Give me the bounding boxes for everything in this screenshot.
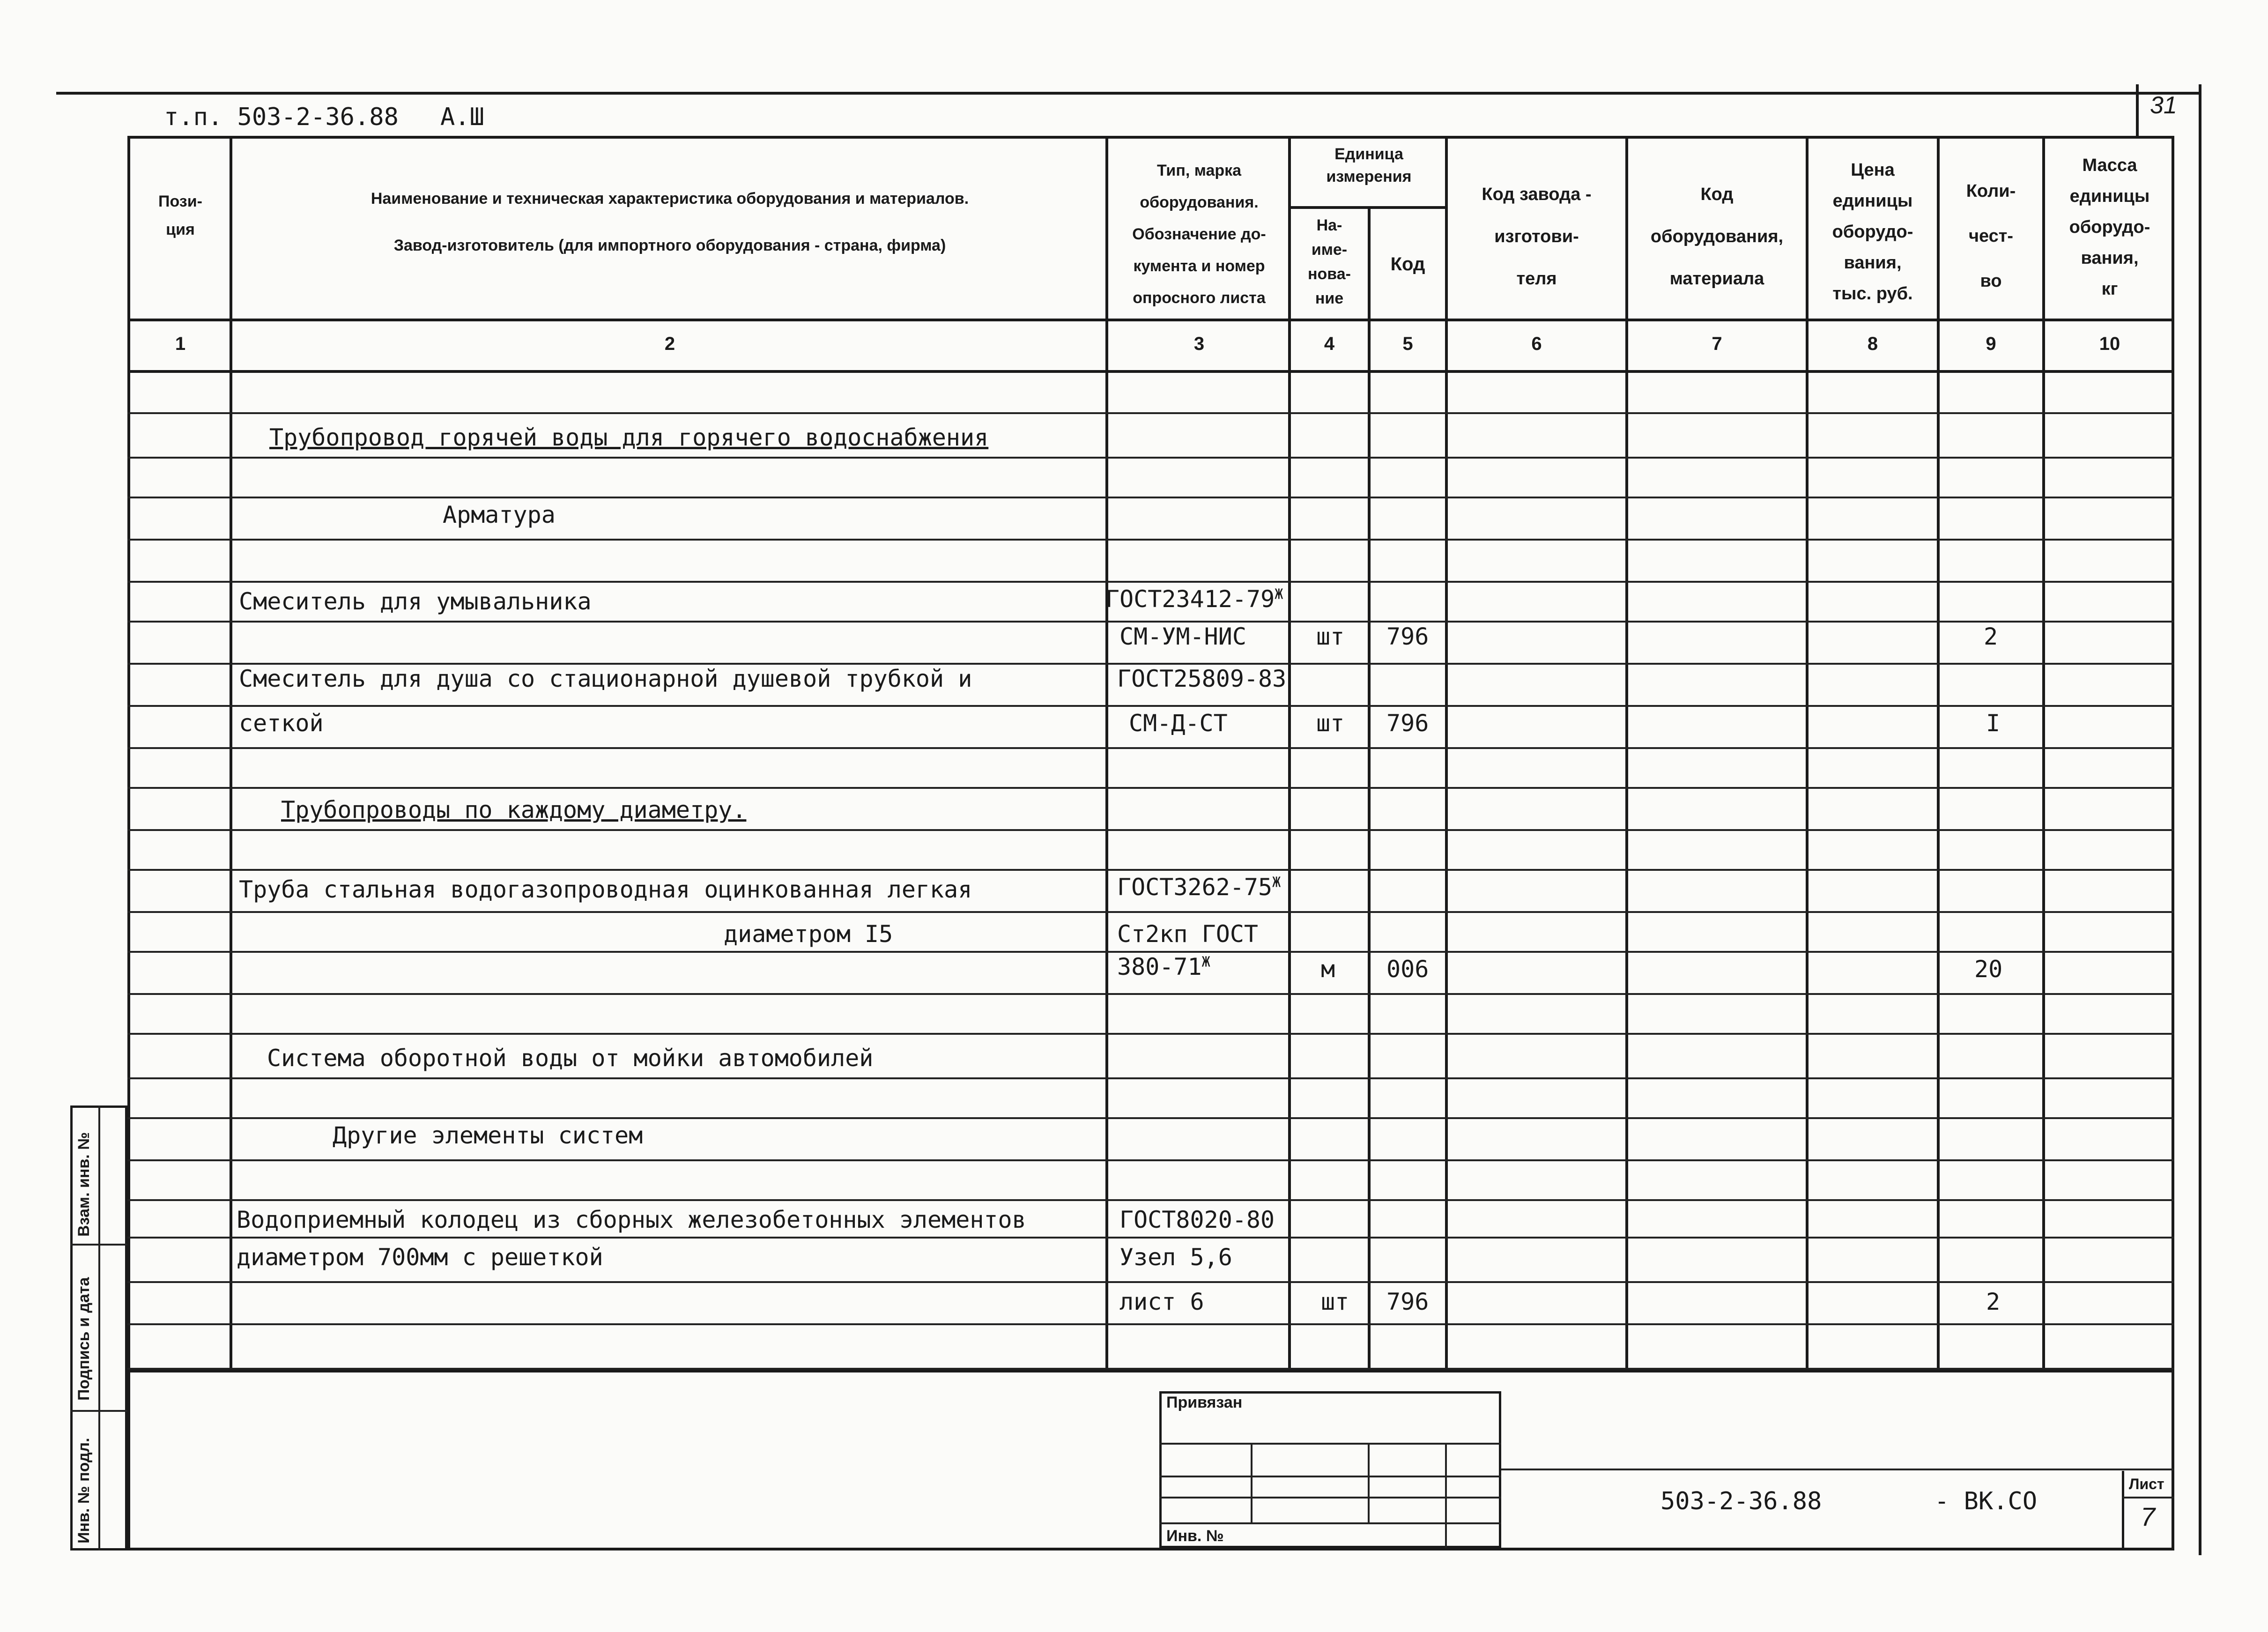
col-div-6 xyxy=(1625,136,1628,1372)
col-div-4 xyxy=(1368,206,1371,1372)
row-mixer-shower-type: ГОСТ25809-83 xyxy=(1117,665,1287,692)
side-stamp-rule-1 xyxy=(70,1244,127,1246)
row-well-unit: шт xyxy=(1321,1288,1349,1315)
col-header-factory-code: Код завода - изготови- теля xyxy=(1482,185,1592,289)
side-label-inv-podl: Инв. № подл. xyxy=(75,1438,93,1543)
header-album: А.Ш xyxy=(440,103,484,131)
doc-code: 503-2-36.88 xyxy=(1660,1487,1822,1515)
row-mixer-basin-mark: СМ-УМ-НИС xyxy=(1119,623,1246,650)
col-header-unit-name: На- име- нова- ние xyxy=(1308,216,1351,307)
row-rule xyxy=(127,1199,2174,1201)
row-rule xyxy=(127,1368,2174,1370)
header-code: т.п. 503-2-36.88 xyxy=(164,103,399,131)
row-pipe-type-sup: Ж xyxy=(1272,874,1281,891)
title-block-frame xyxy=(127,1372,2174,1550)
row-rule xyxy=(127,412,2174,414)
row-rule xyxy=(127,1237,2174,1239)
stamp-rule-3 xyxy=(1159,1497,1501,1498)
stamp-privyazan-box xyxy=(1159,1391,1501,1548)
row-mixer-shower-mark: СМ-Д-СТ xyxy=(1129,710,1228,737)
row-section-pipes: Трубопроводы по каждому диаметру. xyxy=(281,796,747,823)
stamp-col-3 xyxy=(1445,1443,1447,1548)
stamp-col-1 xyxy=(1251,1443,1253,1522)
stamp-rule-2 xyxy=(1159,1476,1501,1477)
row-well-name: Водоприемный колодец из сборных железобетонных элементов xyxy=(237,1206,1026,1233)
row-subsection-fittings: Арматура xyxy=(443,501,556,528)
row-section-hot-water: Трубопровод горячей воды для горячего водоснабжения xyxy=(269,424,989,451)
col-div-5 xyxy=(1445,136,1448,1372)
row-pipe-name: Труба стальная водогазопроводная оцинкованная легкая xyxy=(239,876,972,903)
row-well-type: ГОСТ8020-80 xyxy=(1119,1206,1275,1233)
row-rule xyxy=(127,1159,2174,1161)
col-div-3 xyxy=(1288,136,1291,1372)
row-rule xyxy=(127,1077,2174,1079)
row-mixer-shower-name-cont: сеткой xyxy=(239,710,324,737)
side-label-podpis: Подпись и дата xyxy=(75,1277,93,1401)
row-mixer-basin-type-sup: Ж xyxy=(1275,586,1283,603)
col-number-5: 5 xyxy=(1402,334,1413,354)
row-mixer-shower-qty: I xyxy=(1986,710,2001,737)
col-div-8 xyxy=(1937,136,1940,1372)
col-div-7 xyxy=(1806,136,1808,1372)
col-div-9 xyxy=(2042,136,2045,1372)
col-number-2: 2 xyxy=(664,334,675,354)
row-pipe-type xyxy=(1117,874,1281,901)
col-number-9: 9 xyxy=(1986,334,1996,354)
col-header-unit-code: Код xyxy=(1390,254,1425,274)
table-frame xyxy=(127,136,2174,1372)
col-header-quantity: Коли- чест- во xyxy=(1966,181,2016,291)
col-div-1 xyxy=(230,136,232,1372)
row-rule xyxy=(127,705,2174,707)
row-mixer-basin-unit: шт xyxy=(1316,623,1345,650)
row-well-qty: 2 xyxy=(1986,1288,2001,1315)
row-rule xyxy=(127,1323,2174,1325)
row-rule xyxy=(127,911,2174,913)
page-number: 31 xyxy=(2150,92,2177,119)
row-subsection-other: Другие элементы систем xyxy=(333,1122,643,1149)
doc-section: - ВК.СО xyxy=(1934,1487,2038,1515)
col-number-6: 6 xyxy=(1531,334,1542,354)
col-header-type: Тип, марка оборудования. Обозначение до- кумента и номер опросного листа xyxy=(1132,162,1266,307)
stamp-inv-label: Инв. № xyxy=(1166,1527,1224,1545)
row-pipe-type-text: ГОСТ3262-75 xyxy=(1117,874,1273,901)
row-mixer-basin-qty: 2 xyxy=(1984,623,1998,650)
row-pipe-standard-text: 380-71 xyxy=(1117,953,1202,980)
col-header-price: Цена единицы оборудо- вания, тыс. руб. xyxy=(1832,160,1913,304)
stamp-privyazan-label: Привязан xyxy=(1166,1394,1243,1411)
row-rule xyxy=(127,993,2174,995)
row-rule xyxy=(127,1033,2174,1035)
side-stamp-rule-2 xyxy=(70,1410,127,1412)
row-rule xyxy=(127,747,2174,749)
row-pipe-code: 006 xyxy=(1386,956,1429,983)
stamp-rule-1 xyxy=(1159,1443,1501,1445)
col-number-1: 1 xyxy=(175,334,186,354)
col-header-mass: Масса единицы оборудо- вания, кг xyxy=(2069,156,2150,299)
side-stamp-divider xyxy=(98,1105,100,1550)
col-number-8: 8 xyxy=(1867,334,1878,354)
row-well-code: 796 xyxy=(1386,1288,1429,1315)
sheet-label: Лист xyxy=(2129,1476,2164,1492)
row-rule xyxy=(127,581,2174,583)
col-div-2 xyxy=(1105,136,1108,1372)
side-label-vzam: Взам. инв. № xyxy=(75,1132,93,1237)
col-header-position: Пози- ция xyxy=(158,193,202,238)
row-section-recycled-water: Система оборотной воды от мойки автомобилей xyxy=(267,1045,874,1072)
stamp-col-2 xyxy=(1368,1443,1370,1522)
col-number-10: 10 xyxy=(2099,334,2120,354)
row-pipe-unit: м xyxy=(1321,956,1335,983)
sheet-box-rule xyxy=(2122,1497,2174,1498)
row-rule xyxy=(127,457,2174,459)
row-pipe-material: Ст2кп ГОСТ xyxy=(1117,920,1259,948)
row-well-diameter: диаметром 700мм с решеткой xyxy=(237,1244,603,1271)
row-well-sheet: лист 6 xyxy=(1119,1288,1204,1315)
stamp-rule-4 xyxy=(1159,1522,1501,1524)
col-number-3: 3 xyxy=(1193,334,1205,354)
row-mixer-shower-unit: шт xyxy=(1316,710,1345,737)
doc-block-top-rule xyxy=(1501,1469,2174,1470)
row-well-node: Узел 5,6 xyxy=(1119,1244,1232,1271)
header-bottom-rule xyxy=(127,319,2174,321)
row-rule xyxy=(127,787,2174,789)
col-number-4: 4 xyxy=(1324,334,1335,354)
row-pipe-standard xyxy=(1117,953,1210,980)
row-mixer-basin-name: Смеситель для умывальника xyxy=(239,588,592,615)
row-mixer-shower-code: 796 xyxy=(1386,710,1429,737)
row-mixer-basin-code: 796 xyxy=(1386,623,1429,650)
col-header-equipment-code: Код оборудования, материала xyxy=(1650,185,1784,289)
row-mixer-shower-name: Смеситель для душа со стационарной душевой трубкой и xyxy=(239,665,972,692)
col-header-unit-group: Единица измерения xyxy=(1326,145,1412,185)
row-rule xyxy=(127,1281,2174,1283)
sheet-value: 7 xyxy=(2141,1502,2156,1531)
row-rule xyxy=(127,621,2174,623)
top-rule-right-tick xyxy=(2199,84,2201,1555)
row-pipe-standard-sup: Ж xyxy=(1201,954,1210,971)
numbers-bottom-rule xyxy=(127,370,2174,373)
row-rule xyxy=(127,539,2174,541)
col-header-name-line1: Наименование и техническая характеристика оборудования и материалов. xyxy=(371,190,969,208)
row-rule xyxy=(127,869,2174,871)
row-mixer-basin-type xyxy=(1105,586,1283,613)
row-rule xyxy=(127,497,2174,498)
col-number-7: 7 xyxy=(1712,334,1722,354)
row-rule xyxy=(127,663,2174,665)
row-mixer-basin-type-text: ГОСТ23412-79 xyxy=(1105,586,1275,613)
row-pipe-qty: 20 xyxy=(1974,956,2003,983)
top-rule xyxy=(56,92,2201,95)
col-header-name-line2: Завод-изготовитель (для импортного оборудования - страна, фирма) xyxy=(393,237,946,254)
row-pipe-diameter: диаметром I5 xyxy=(724,920,893,948)
row-rule xyxy=(127,951,2174,953)
row-rule xyxy=(127,1117,2174,1119)
row-rule xyxy=(127,829,2174,831)
